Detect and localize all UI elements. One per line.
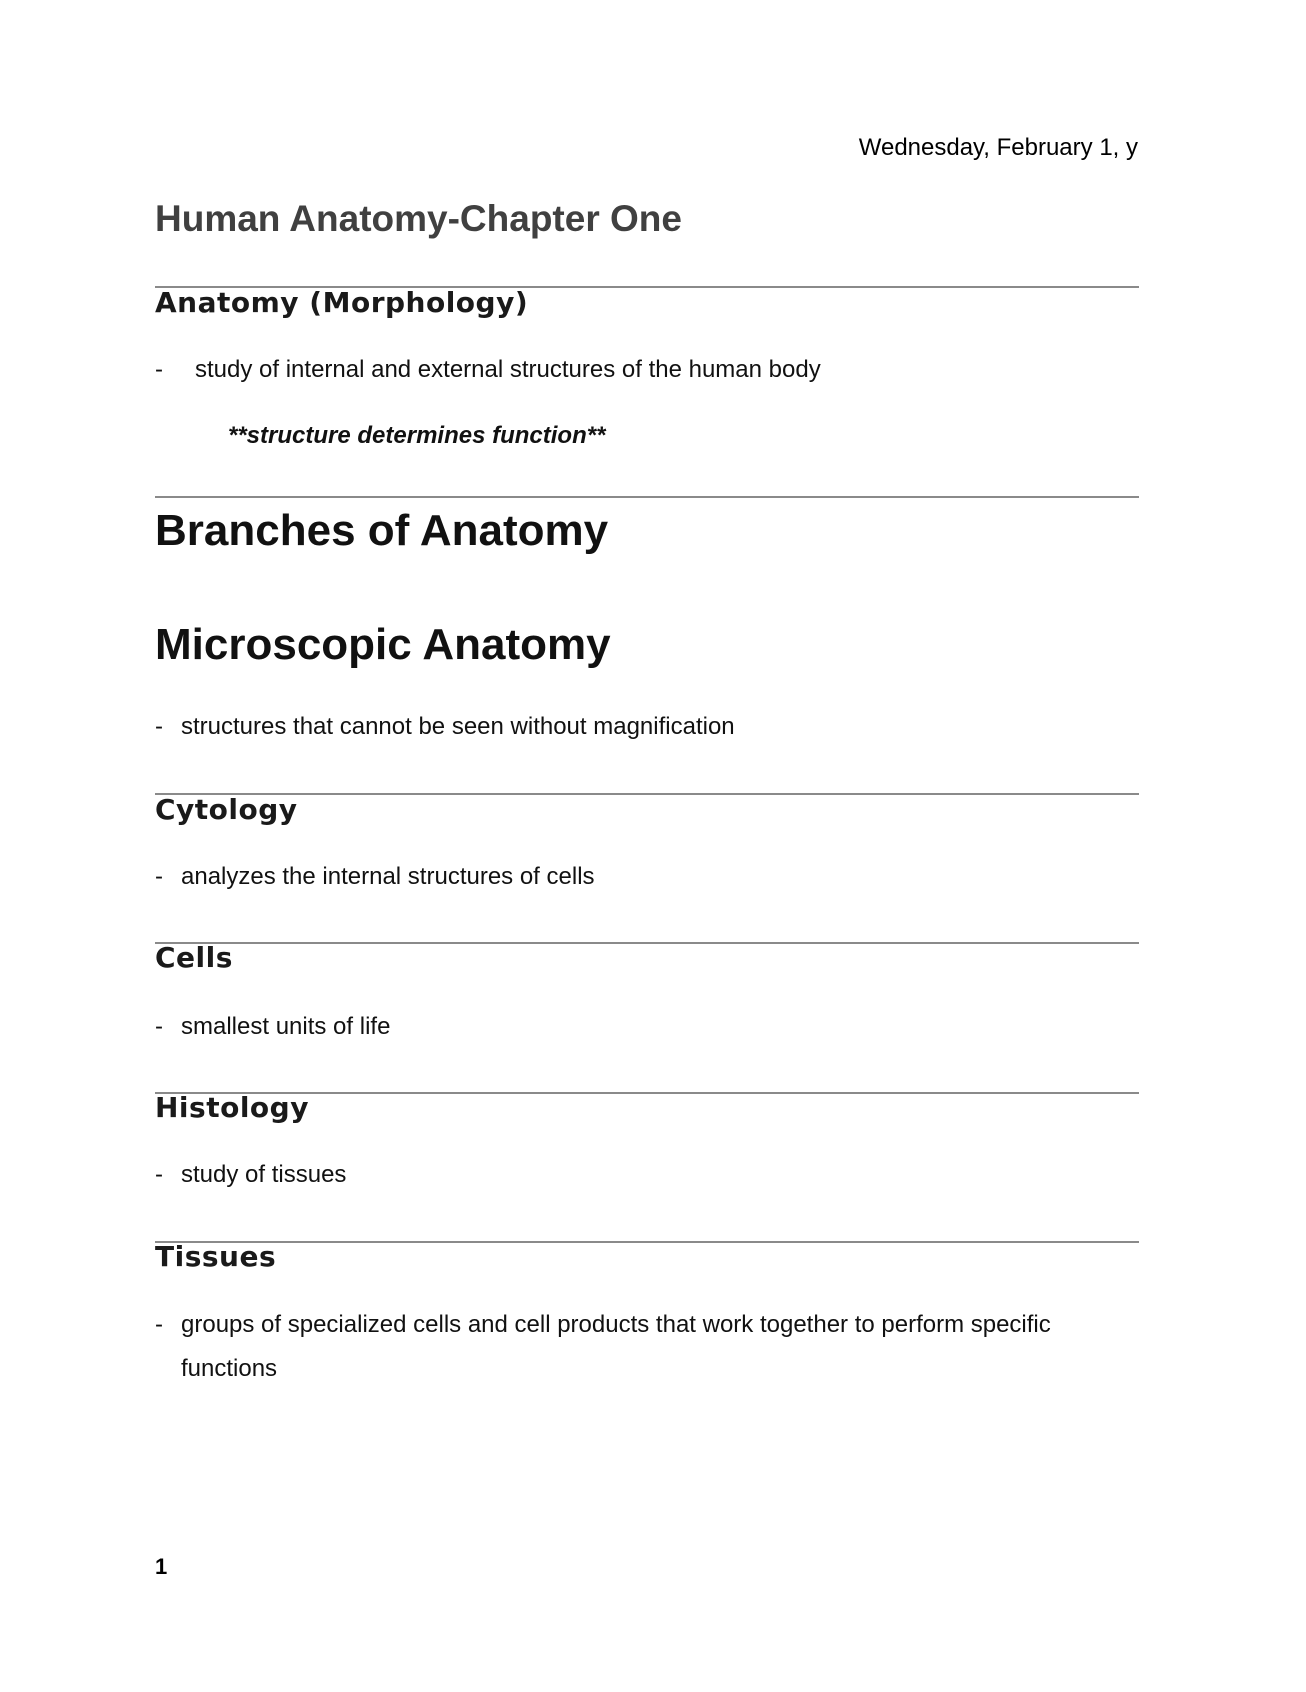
histology-definition-text: study of tissues — [181, 1161, 347, 1188]
document-date: Wednesday, February 1, y — [858, 134, 1138, 161]
cells-definition — [155, 1005, 1145, 1049]
tissues-definition-text: groups of specialized cells and cell products that work together to perform specific functions — [181, 1311, 1051, 1382]
page-number: 1 — [155, 1554, 168, 1579]
anatomy-definition — [155, 348, 1145, 392]
section-divider — [155, 793, 1139, 795]
cytology-definition — [155, 855, 1145, 899]
document-title: Human Anatomy-Chapter One — [155, 198, 682, 239]
microscopic-definition-text: structures that cannot be seen without magnification — [181, 713, 735, 740]
bullet-marker: - — [155, 713, 163, 740]
section-heading-tissues: Tissues — [155, 1240, 277, 1273]
bullet-marker: - — [155, 1013, 163, 1040]
section-heading-histology: Histology — [155, 1091, 309, 1124]
key-principle: **structure determines function** — [228, 422, 606, 449]
bullet-marker: - — [155, 863, 163, 890]
anatomy-definition-text: study of internal and external structures of the human body — [195, 356, 821, 383]
cytology-definition-text: analyzes the internal structures of cells — [181, 863, 595, 890]
section-divider — [155, 942, 1139, 944]
section-heading-cells: Cells — [155, 941, 233, 974]
section-divider — [155, 496, 1139, 498]
section-heading-anatomy: Anatomy (Morphology) — [155, 286, 529, 319]
microscopic-definition — [155, 705, 1145, 749]
histology-definition — [155, 1153, 1145, 1197]
section-heading-branches: Branches of Anatomy — [155, 506, 609, 555]
tissues-definition — [155, 1303, 1115, 1391]
section-heading-cytology: Cytology — [155, 793, 298, 826]
bullet-marker: - — [155, 1311, 163, 1338]
cells-definition-text: smallest units of life — [181, 1013, 391, 1040]
bullet-marker: - — [155, 1161, 163, 1188]
section-divider — [155, 1241, 1139, 1243]
bullet-marker: - — [155, 356, 163, 383]
section-heading-microscopic: Microscopic Anatomy — [155, 620, 611, 669]
